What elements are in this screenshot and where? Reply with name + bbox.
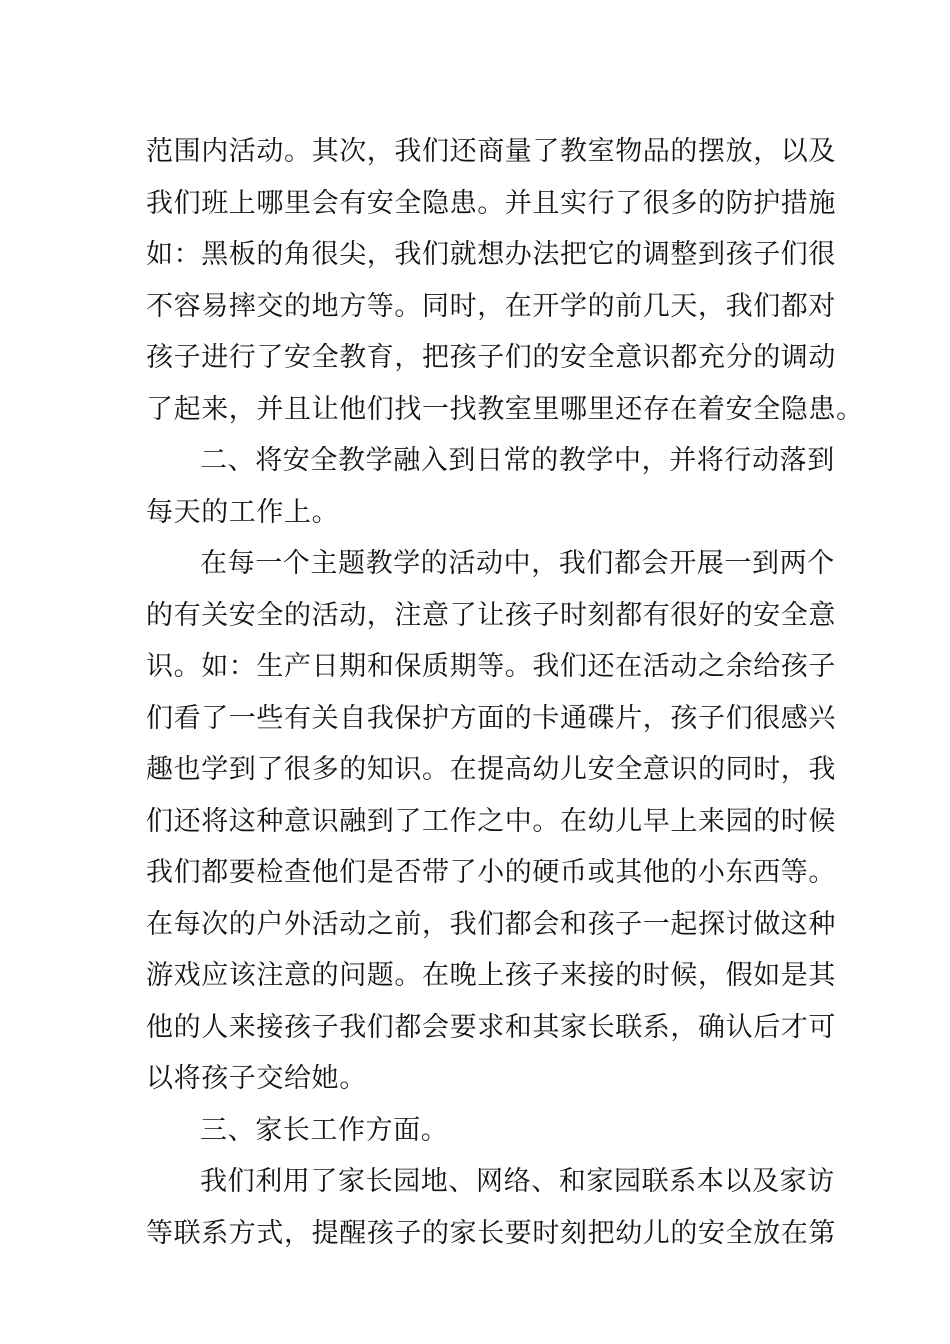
section-heading-2: 二、将安全教学融入到日常的教学中，并将行动落到 (200, 445, 835, 476)
paragraph-start: 我们利用了家长园地、网络、和家园联系本以及家访 (200, 1166, 835, 1197)
text-line-17: 游戏应该注意的问题。在晚上孩子来接的时候，假如是其 (146, 960, 836, 991)
section-heading-3: 三、家长工作方面。 (200, 1114, 449, 1146)
text-line-13: 趣也学到了很多的知识。在提高幼儿安全意识的同时，我 (146, 754, 836, 785)
paragraph-start: 在每一个主题教学的活动中，我们都会开展一到两个 (200, 548, 835, 579)
text-line-15: 我们都要检查他们是否带了小的硬币或其他的小东西等。 (146, 857, 836, 888)
text-line-18: 他的人来接孩子我们都会要求和其家长联系，确认后才可 (146, 1011, 836, 1043)
text-line-2: 我们班上哪里会有安全隐患。并且实行了很多的防护措施 (146, 187, 836, 219)
body-text (146, 126, 864, 1259)
text-line-10: 的有关安全的活动，注意了让孩子时刻都有很好的安全意 (146, 599, 836, 631)
text-line-19: 以将孩子交给她。 (146, 1063, 367, 1094)
text-line-1: 范围内活动。其次，我们还商量了教室物品的摆放，以及 (146, 136, 836, 167)
text-line-14: 们还将这种意识融到了工作之中。在幼儿早上来园的时候 (146, 805, 836, 837)
text-line-11: 识。如：生产日期和保质期等。我们还在活动之余给孩子 (146, 651, 836, 682)
text-line-6: 了起来，并且让他们找一找教室里哪里还存在着安全隐患。 (146, 393, 864, 425)
text-line-8: 每天的工作上。 (146, 496, 340, 528)
text-line-16: 在每次的户外活动之前，我们都会和孩子一起探讨做这种 (146, 908, 836, 940)
text-line-4: 不容易摔交的地方等。同时，在开学的前几天，我们都对 (146, 290, 836, 322)
text-line-3: 如：黑板的角很尖，我们就想办法把它的调整到孩子们很 (146, 239, 836, 270)
text-line-12: 们看了一些有关自我保护方面的卡通碟片，孩子们很感兴 (146, 702, 836, 734)
text-line-5: 孩子进行了安全教育，把孩子们的安全意识都充分的调动 (146, 342, 836, 373)
text-line-22: 等联系方式，提醒孩子的家长要时刻把幼儿的安全放在第 (146, 1217, 836, 1249)
